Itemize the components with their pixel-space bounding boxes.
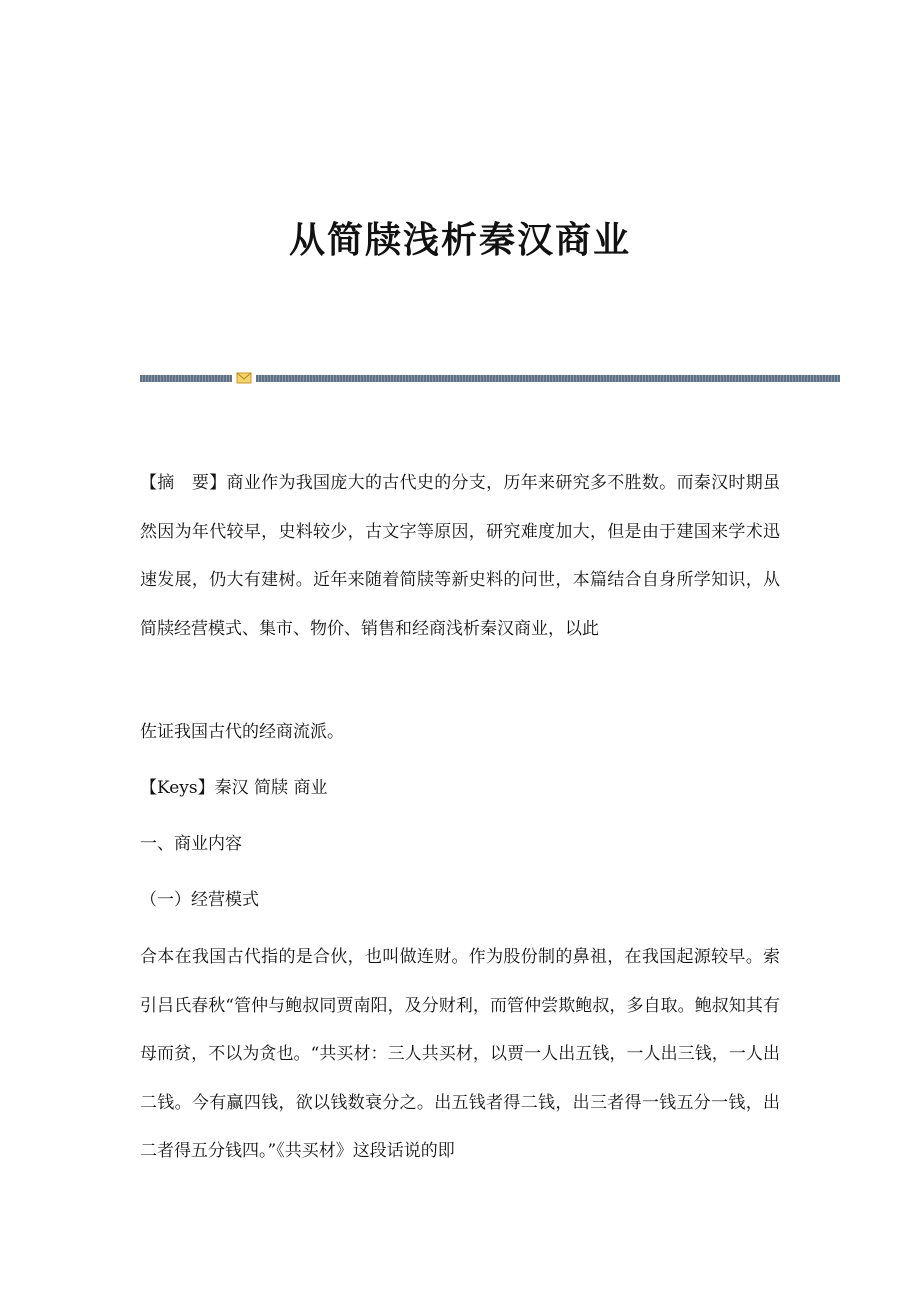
divider-bar-right (256, 375, 840, 382)
document-title: 从简牍浅析秦汉商业 (288, 219, 631, 261)
keywords-line (140, 772, 780, 804)
divider-bar-left (140, 375, 232, 382)
section-heading: 一、商业内容 (140, 834, 242, 854)
keywords-text: 秦汉 简牍 商业 (214, 778, 328, 798)
abstract-label: 【摘 要】 (140, 473, 227, 493)
keywords-label: 【Keys】 (140, 778, 215, 798)
abstract-paragraph (140, 459, 780, 653)
subsection-heading: （一）经营模式 (140, 890, 259, 910)
abstract-text: 商业作为我国庞大的古代史的分支，历年来研究多不胜数。而秦汉时期虽然因为年代较早，史料较少，古文字等原因，研究难度加大，但是由于建国来学术迅速发展，仍大有建树。近年来随着简牍等新史料的问世，本篇结合自身所学知识，从简牍经营模式、集市、物价、销售和经商浅析秦汉商业，以此 (140, 473, 781, 639)
body-paragraph: 合本在我国古代指的是合伙，也叫做连财。作为股份制的鼻祖，在我国起源较早。索引吕氏春秋“管仲与鲍叔同贾南阳，及分财利，而管仲尝欺鲍叔，多自取。鲍叔知其有母而贫，不以为贪也。“共买材：三人共买材，以贾一人出五钱，一人出三钱，一人出二钱。今有赢四钱，欲以钱数衰分之。出五钱者得二钱，出三者得一钱五分一钱，出二者得五分钱四。”《共买材》这段话说的即 (140, 947, 780, 1161)
envelope-icon (236, 372, 252, 384)
title-divider (140, 372, 840, 384)
abstract-continuation: 佐证我国古代的经商流派。 (140, 722, 344, 742)
